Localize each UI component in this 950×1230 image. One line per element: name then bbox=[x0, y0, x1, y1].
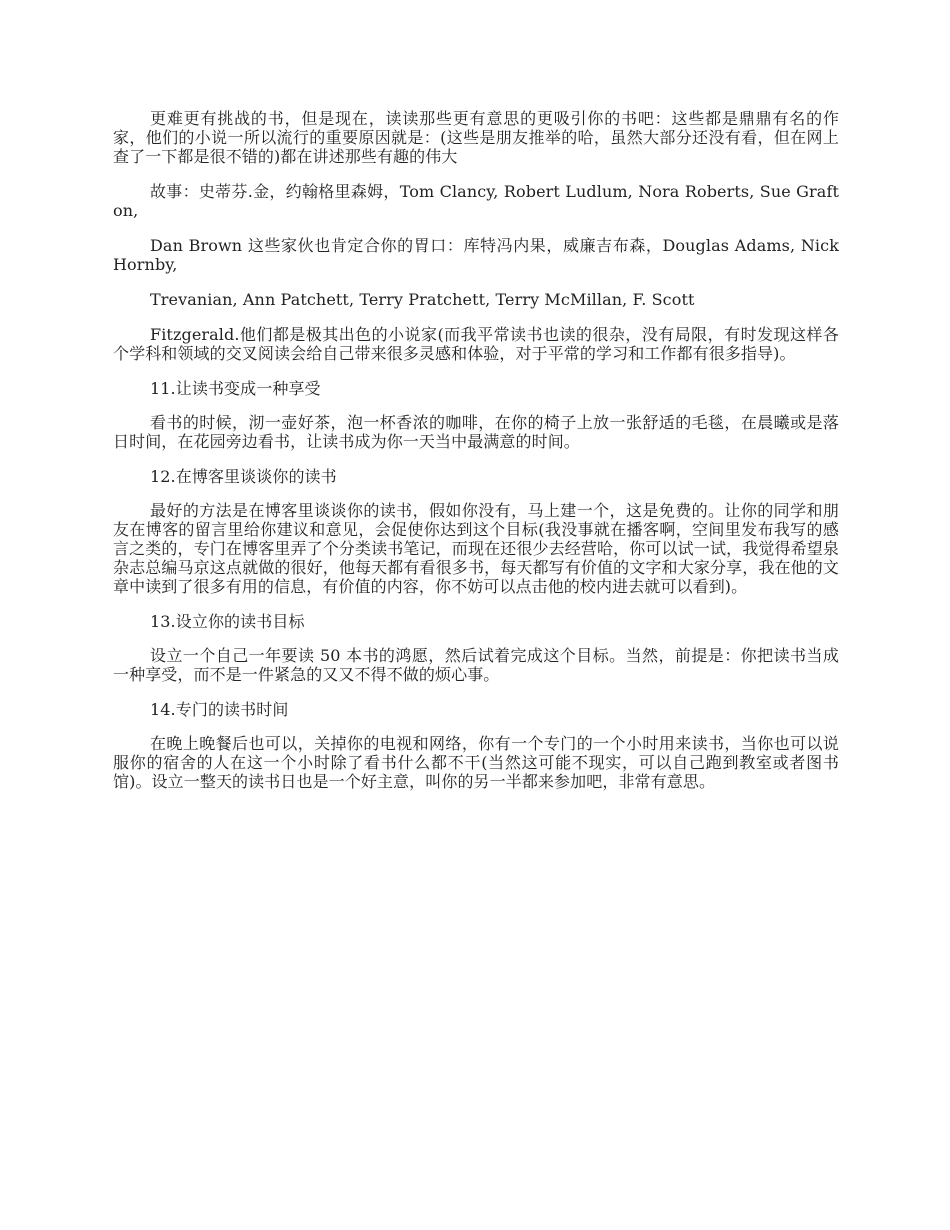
paragraph-authors-4: Fitzgerald.他们都是极其出色的小说家(而我平常读书也读的很杂，没有局限，有时发现这样各个学科和领域的交叉阅读会给自己带来很多灵感和体验，对于平常的学习和工作都有很多指导)。 bbox=[113, 325, 839, 363]
section-heading-14: 14.专门的读书时间 bbox=[150, 700, 289, 719]
paragraph-section-11: 看书的时候，沏一壶好茶，泡一杯香浓的咖啡，在你的椅子上放一张舒适的毛毯，在晨曦或是落日时间，在花园旁边看书，让读书成为你一天当中最满意的时间。 bbox=[113, 413, 839, 451]
paragraph-authors-2: Dan Brown 这些家伙也肯定合你的胃口：库特冯内果，威廉吉布森，Douglas Adams, Nick Hornby, bbox=[113, 236, 839, 274]
paragraph-section-13: 设立一个自己一年要读 50 本书的鸿愿，然后试着完成这个目标。当然，前提是：你把读书当成一种享受，而不是一件紧急的又又不得不做的烦心事。 bbox=[113, 646, 839, 684]
paragraph-authors-3: Trevanian, Ann Patchett, Terry Pratchett, Terry McMillan, F. Scott bbox=[150, 290, 695, 309]
paragraph-section-14: 在晚上晚餐后也可以，关掉你的电视和网络，你有一个专门的一个小时用来读书，当你也可以说服你的宿舍的人在这一个小时除了看书什么都不干(当然这可能不现实，可以自己跑到教室或者图书馆)。设立一整天的读书日也是一个好主意，叫你的另一半都来参加吧，非常有意思。 bbox=[113, 734, 839, 791]
section-heading-12: 12.在博客里谈谈你的读书 bbox=[150, 467, 337, 486]
document-page bbox=[113, 109, 839, 807]
paragraph-intro-continued: 更难更有挑战的书，但是现在，读读那些更有意思的更吸引你的书吧：这些都是鼎鼎有名的作家，他们的小说一所以流行的重要原因就是：(这些是朋友推举的哈，虽然大部分还没有看，但在网上查了一下都是很不错的)都在讲述那些有趣的伟大 bbox=[113, 109, 839, 166]
paragraph-authors-1: 故事：史蒂芬.金，约翰格里森姆，Tom Clancy, Robert Ludlum, Nora Roberts, Sue Grafton, bbox=[113, 182, 839, 220]
section-heading-13: 13.设立你的读书目标 bbox=[150, 612, 305, 631]
section-heading-11: 11.让读书变成一种享受 bbox=[150, 379, 321, 398]
paragraph-section-12: 最好的方法是在博客里谈谈你的读书，假如你没有，马上建一个，这是免费的。让你的同学和朋友在博客的留言里给你建议和意见，会促使你达到这个目标(我没事就在播客啊，空间里发布我写的感言之类的，专门在博客里弄了个分类读书笔记，而现在还很少去经营哈，你可以试一试，我觉得希望泉杂志总编马京这点就做的很好，他每天都有看很多书，每天都写有价值的文字和大家分享，我在他的文章中读到了很多有用的信息，有价值的内容，你不妨可以点击他的校内进去就可以看到)。 bbox=[113, 501, 839, 596]
